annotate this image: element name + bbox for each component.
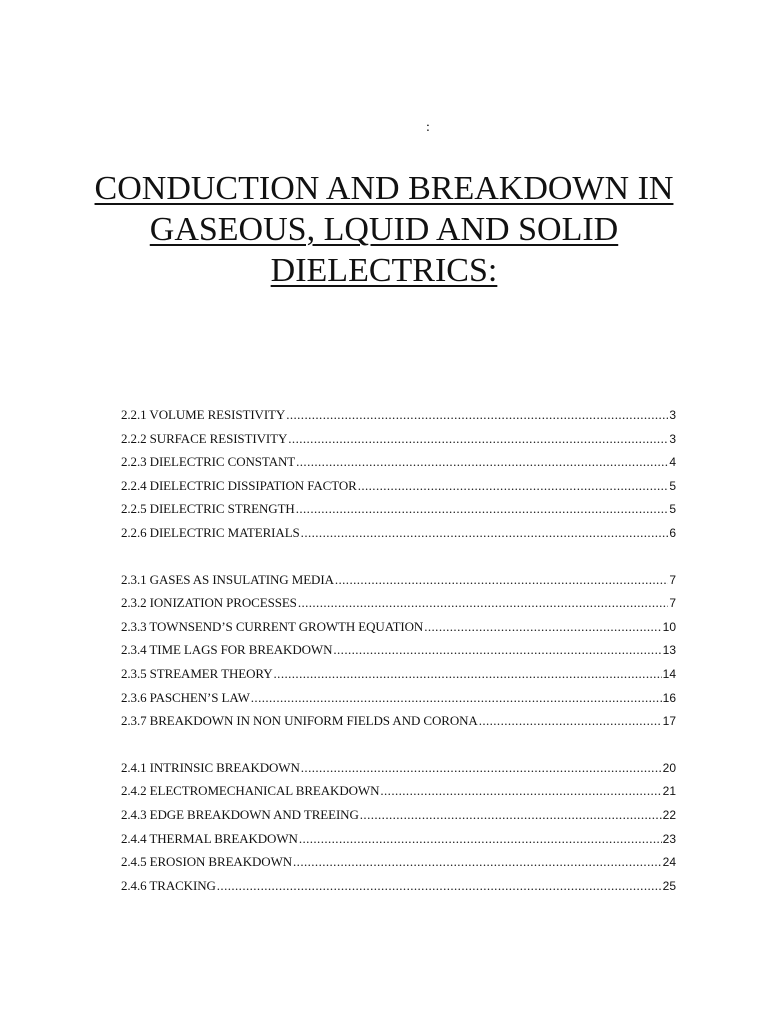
table-of-contents <box>121 403 676 897</box>
toc-entry-title: 2.2.1 VOLUME RESISTIVITY <box>121 407 286 422</box>
toc-entry[interactable] <box>121 709 676 733</box>
toc-page-number: 22 <box>662 807 676 822</box>
toc-dot-leader <box>274 662 662 686</box>
toc-dot-leader <box>479 709 662 733</box>
toc-page-number: 23 <box>662 831 676 846</box>
top-mark: : <box>426 120 430 135</box>
toc-dot-leader <box>424 615 661 639</box>
toc-entry[interactable] <box>121 474 676 498</box>
toc-entry[interactable] <box>121 591 676 615</box>
toc-page-number: 7 <box>669 572 676 587</box>
title-line-2: GASEOUS, LQUID AND SOLID <box>149 211 619 248</box>
toc-dot-leader <box>217 874 662 898</box>
toc-dot-leader <box>301 756 662 780</box>
toc-entry-title: 2.4.6 TRACKING <box>121 877 216 893</box>
toc-dot-leader <box>288 427 668 451</box>
toc-dot-leader <box>293 850 662 874</box>
toc-dot-leader <box>296 450 668 474</box>
toc-page-number: 3 <box>669 408 676 422</box>
toc-page-number: 10 <box>662 619 676 634</box>
toc-entry-title: 2.3.4 TIME LAGS FOR BREAKDOWN <box>121 642 333 658</box>
toc-page-number: 5 <box>669 502 676 517</box>
toc-entry[interactable] <box>121 403 676 427</box>
toc-dot-leader <box>296 497 669 521</box>
title-line-3: DIELECTRICS: <box>270 252 498 289</box>
toc-entry[interactable] <box>121 779 676 803</box>
toc-dot-leader <box>299 827 662 851</box>
toc-entry-title: 2.4.1 INTRINSIC BREAKDOWN <box>121 759 300 775</box>
toc-entry-title: 2.3.5 STREAMER THEORY <box>121 665 273 681</box>
toc-section-group <box>121 403 676 545</box>
toc-entry[interactable] <box>121 874 676 898</box>
toc-page-number: 25 <box>662 878 676 893</box>
toc-entry-title: 2.4.2 ELECTROMECHANICAL BREAKDOWN <box>121 783 380 799</box>
toc-dot-leader <box>380 779 661 803</box>
toc-entry[interactable] <box>121 827 676 851</box>
toc-entry[interactable] <box>121 756 676 780</box>
toc-page-number: 3 <box>669 431 676 446</box>
toc-entry-title: 2.2.3 DIELECTRIC CONSTANT <box>121 454 296 470</box>
toc-entry-title: 2.2.5 DIELECTRIC STRENGTH <box>121 501 295 517</box>
toc-entry[interactable] <box>121 427 676 451</box>
toc-entry-title: 2.3.1 GASES AS INSULATING MEDIA <box>121 571 334 587</box>
toc-entry-title: 2.2.4 DIELECTRIC DISSIPATION FACTOR <box>121 477 357 493</box>
toc-section-group <box>121 756 676 898</box>
toc-page-number: 4 <box>669 455 676 470</box>
toc-dot-leader <box>301 521 669 545</box>
toc-entry-title: 2.2.6 DIELECTRIC MATERIALS <box>121 524 300 540</box>
toc-dot-leader <box>286 403 668 427</box>
toc-entry-title: 2.3.2 IONIZATION PROCESSES <box>121 595 297 611</box>
toc-entry[interactable] <box>121 615 676 639</box>
toc-entry[interactable] <box>121 450 676 474</box>
toc-dot-leader <box>298 591 669 615</box>
toc-entry[interactable] <box>121 850 676 874</box>
toc-page-number: 17 <box>662 714 676 729</box>
toc-entry[interactable] <box>121 638 676 662</box>
toc-entry-title: 2.3.6 PASCHEN’S LAW <box>121 689 250 705</box>
toc-page-number: 5 <box>669 478 676 493</box>
toc-section-group <box>121 568 676 733</box>
toc-page-number: 7 <box>669 596 676 611</box>
toc-entry[interactable] <box>121 662 676 686</box>
toc-page-number: 21 <box>662 784 676 799</box>
toc-page-number: 6 <box>669 525 676 540</box>
toc-entry-title: 2.3.7 BREAKDOWN IN NON UNIFORM FIELDS AND CORONA <box>121 713 478 729</box>
document-title <box>80 168 688 291</box>
toc-page-number: 14 <box>662 666 676 681</box>
toc-entry[interactable] <box>121 803 676 827</box>
toc-entry[interactable] <box>121 521 676 545</box>
toc-entry-title: 2.4.3 EDGE BREAKDOWN AND TREEING <box>121 806 359 822</box>
toc-entry[interactable] <box>121 568 676 592</box>
toc-dot-leader <box>251 686 662 710</box>
title-line-1: CONDUCTION AND BREAKDOWN IN <box>94 170 674 207</box>
toc-dot-leader <box>333 638 661 662</box>
toc-dot-leader <box>358 474 669 498</box>
toc-entry[interactable] <box>121 497 676 521</box>
toc-entry-title: 2.2.2 SURFACE RESISTIVITY <box>121 430 288 446</box>
toc-entry-title: 2.4.5 EROSION BREAKDOWN <box>121 854 293 870</box>
toc-page-number: 24 <box>662 855 676 870</box>
toc-entry-title: 2.3.3 TOWNSEND’S CURRENT GROWTH EQUATION <box>121 618 424 634</box>
toc-dot-leader <box>335 568 668 592</box>
toc-page-number: 20 <box>662 760 676 775</box>
toc-entry-title: 2.4.4 THERMAL BREAKDOWN <box>121 830 298 846</box>
toc-page-number: 16 <box>662 690 676 705</box>
toc-page-number: 13 <box>662 643 676 658</box>
toc-dot-leader <box>360 803 662 827</box>
toc-entry[interactable] <box>121 686 676 710</box>
